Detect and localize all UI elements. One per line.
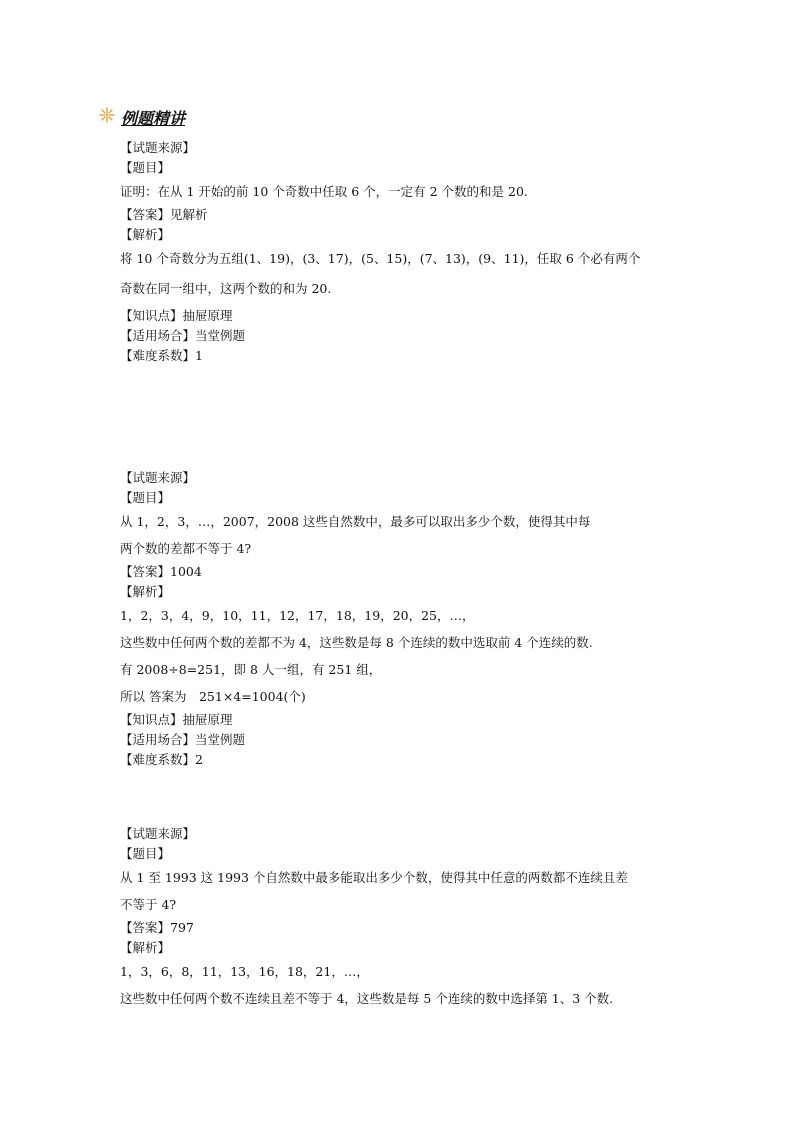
question-label: 【题目】: [120, 160, 171, 175]
difficulty: 【难度系数】1: [120, 348, 203, 363]
question-text: 证明：在从 1 开始的前 10 个奇数中任取 6 个，一定有 2 个数的和是 20.: [120, 184, 528, 199]
analysis-label: 【解析】: [120, 940, 171, 955]
knowledge-point: 【知识点】抽屉原理: [120, 308, 233, 323]
analysis-line: 将 10 个奇数分为五组(1、19)，(3、17)，(5、15)，(7、13)，(9、11)，任取 6 个必有两个: [120, 251, 641, 266]
source-label: 【试题来源】: [120, 140, 196, 155]
analysis-line: 奇数在同一组中，这两个数的和为 20.: [120, 281, 332, 296]
analysis-label: 【解析】: [120, 227, 171, 242]
star-icon: [94, 102, 120, 132]
analysis-label: 【解析】: [120, 584, 171, 599]
problem-1: [120, 138, 720, 366]
section-heading: [94, 104, 185, 130]
question-text: 两个数的差都不等于 4?: [120, 541, 252, 556]
difficulty: 【难度系数】2: [120, 752, 203, 767]
answer-line: 【答案】1004: [120, 564, 202, 579]
usage-scenario: 【适用场合】当堂例题: [120, 732, 246, 747]
analysis-line: 1，2，3，4，9，10，11，12，17，18，19，20，25，…，: [120, 608, 475, 623]
question-text: 从 1 至 1993 这 1993 个自然数中最多能取出多少个数，使得其中任意的两数都不连续且差: [120, 870, 628, 885]
analysis-line: 这些数中任何两个数的差都不为 4，这些数是每 8 个连续的数中选取前 4 个连续的数.: [120, 635, 593, 650]
analysis-line: 所以 答案为 251×4=1004(个): [120, 689, 306, 704]
answer-line: 【答案】797: [120, 920, 194, 935]
usage-scenario: 【适用场合】当堂例题: [120, 328, 246, 343]
analysis-line: 1，3，6，8，11，13，16，18，21，…，: [120, 964, 369, 979]
analysis-line: 这些数中任何两个数不连续且差不等于 4，这些数是每 5 个连续的数中选择第 1、3 个数.: [120, 991, 614, 1006]
question-label: 【题目】: [120, 490, 171, 505]
source-label: 【试题来源】: [120, 826, 196, 841]
question-text: 从 1，2，3，…，2007，2008 这些自然数中，最多可以取出多少个数，使得其中每: [120, 514, 591, 529]
knowledge-point: 【知识点】抽屉原理: [120, 712, 233, 727]
answer-line: 【答案】见解析: [120, 207, 208, 222]
question-text: 不等于 4?: [120, 897, 177, 912]
analysis-line: 有 2008÷8=251，即 8 人一组，有 251 组，: [120, 662, 382, 677]
section-title: 例题精讲: [121, 108, 186, 128]
source-label: 【试题来源】: [120, 470, 196, 485]
problem-3: [120, 824, 720, 1012]
question-label: 【题目】: [120, 846, 171, 861]
problem-2: [120, 468, 720, 770]
